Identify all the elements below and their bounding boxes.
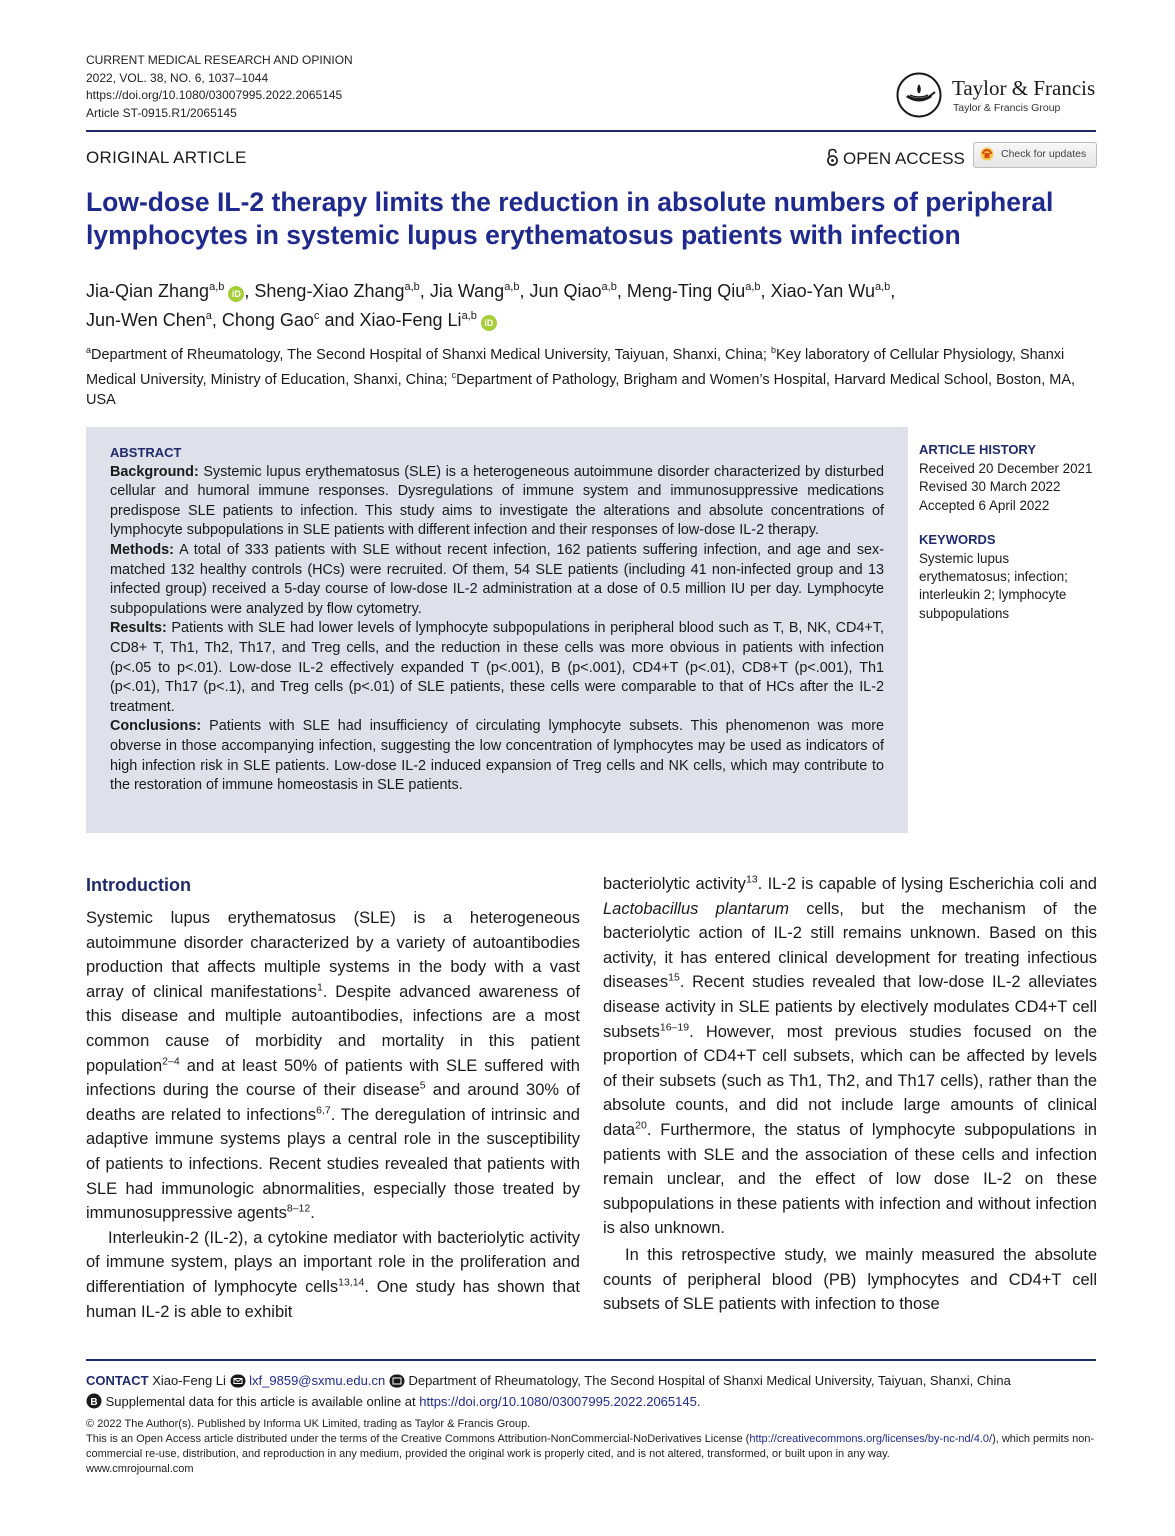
- check-updates-button[interactable]: [973, 142, 1097, 168]
- journal-doi[interactable]: https://doi.org/10.1080/03007995.2022.2065145: [86, 88, 343, 102]
- author-separator: ,: [616, 281, 627, 301]
- orcid-icon[interactable]: iD: [228, 286, 244, 302]
- author-separator: ,: [211, 310, 222, 330]
- citation-ref[interactable]: 5: [419, 1079, 426, 1092]
- citation-ref[interactable]: 15: [668, 971, 680, 984]
- supplemental-line: [86, 1391, 1096, 1412]
- abstract-box: [86, 427, 908, 833]
- author-affiliation: a,b: [404, 281, 420, 293]
- open-lock-icon: [826, 148, 839, 166]
- intro-paragraph: [86, 906, 580, 1226]
- author-affiliation: c: [313, 310, 320, 322]
- author-separator: ,: [419, 281, 430, 301]
- abstract-methods-text: A total of 333 patients with SLE without recent infection, 162 patients suffering infection, and age and sex-matched 132 healthy controls (HCs) were recruited. Of them, 54 SLE patients (including 41 non-infected group and 13 infected group) received a 5-day course of low-dose IL-2 administration at a dose of 0.5 million IU per day. Lymphocyte subpopulations were analyzed by flow cytometry.: [110, 541, 884, 617]
- citation-ref[interactable]: 1: [316, 981, 323, 994]
- check-updates-icon: [980, 147, 994, 161]
- license-block: [86, 1417, 1096, 1477]
- abstract-conclusions-label: Conclusions:: [110, 718, 202, 735]
- contact-line: [86, 1370, 1096, 1391]
- contact-label: CONTACT: [86, 1373, 149, 1388]
- keywords-text: Systemic lupus erythematosus; infection; interleukin 2; lymphocyte subpopulations: [919, 551, 1068, 621]
- license-text-part: This is an Open Access article distributed under the terms of the Creative Commons Attribution-NonCommercial-NoDerivatives License (: [86, 1433, 750, 1445]
- author-name: Sheng-Xiao Zhang: [254, 281, 405, 301]
- paragraph-text: cells, but the mechanism of the bacteriolytic action of IL-2 still remains unknown. Based on this activity, it has entered clinical development for treating infectious diseases: [603, 899, 1097, 992]
- article-sidebar: [919, 441, 1099, 623]
- open-access-badge: [826, 148, 965, 169]
- taylor-francis-lamp-icon: [896, 72, 942, 118]
- journal-name: CURRENT MEDICAL RESEARCH AND OPINION: [86, 53, 353, 67]
- journal-article-id: Article ST-0915.R1/2065145: [86, 105, 237, 120]
- intro-paragraph: [603, 872, 1097, 1241]
- article-type: ORIGINAL ARTICLE: [86, 148, 247, 167]
- citation-ref[interactable]: 13,14: [338, 1276, 365, 1289]
- abstract-results-label: Results:: [110, 620, 167, 637]
- author-affiliation: a,b: [504, 281, 520, 293]
- supplemental-text: Supplemental data for this article is available online at: [102, 1394, 420, 1409]
- author-affiliation: a,b: [874, 281, 891, 293]
- abstract-methods-label: Methods:: [110, 541, 174, 558]
- citation-ref[interactable]: 13: [745, 873, 758, 886]
- citation-ref[interactable]: 20: [635, 1119, 647, 1132]
- paragraph-text: .: [310, 1204, 315, 1223]
- affiliation-mark: b: [771, 345, 777, 355]
- paragraph-text: Lactobacillus plantarum: [603, 899, 790, 918]
- license-text-part: ), which permits non-commercial re-use, distribution, and reproduction in any medium, provided the original work is properly cited, and is not altered, transformed, or built upon in any way.: [86, 1433, 1095, 1460]
- body-column-left: [86, 872, 580, 1324]
- abstract-background-label: Background:: [110, 463, 199, 480]
- publisher-logo[interactable]: [896, 72, 1106, 118]
- paragraph-text: . Recent studies revealed that low-dose IL-2 alleviates disease activity in SLE patients by electively modulates CD4+T cell subsets: [603, 973, 1097, 1041]
- abstract-conclusions-text: Patients with SLE had insufficiency of circulating lymphocyte subsets. This phenomenon was more obverse in those accompanying infection, suggesting the low concentration of lymphocytes may be used as indicators of high infection risk in SLE patients. Low-dose IL-2 induced expansion of Treg cells and NK cells, which may contribute to the restoration of immune homeostasis in SLE patients.: [110, 718, 884, 794]
- open-access-label: OPEN ACCESS: [843, 149, 965, 168]
- affiliation-mark: c: [451, 369, 457, 380]
- paragraph-text: Interleukin-2 (IL-2), a cytokine mediator with bacteriolytic activity of immune system, plays an important role in the proliferation and differentiation of lymphocyte cells: [86, 1228, 580, 1296]
- author-separator: and: [319, 310, 360, 330]
- author-affiliation: a,b: [601, 281, 617, 293]
- abstract-methods: [110, 541, 884, 619]
- intro-paragraph: In this retrospective study, we mainly measured the absolute counts of peripheral blood (PB) lymphocytes and CD4+T cell subsets of SLE patients with infection to those: [603, 1245, 1097, 1314]
- publisher-name: Taylor & Francis: [952, 76, 1096, 100]
- paragraph-text: . The deregulation of intrinsic and adaptive immune systems plays a central role in the susceptibility of patients to infections. Recent studies revealed that patients with SLE had immunologic abnormalities, especially those treated by immunosuppressive agents: [86, 1105, 580, 1223]
- body-column-right: [603, 872, 1097, 1317]
- paragraph-text: and around 30% of deaths are related to infections: [86, 1081, 580, 1124]
- author-affiliation: a,b: [209, 281, 225, 293]
- publisher-group: Taylor & Francis Group: [953, 102, 1061, 114]
- abstract-background: [110, 463, 884, 541]
- affiliation-mark: a: [86, 345, 92, 355]
- author-separator: ,: [890, 281, 896, 301]
- abstract-background-text: Systemic lupus erythematosus (SLE) is a heterogeneous autoimmune disorder characterized by disturbed cellular and humoral immune responses. Dysregulations of immune system and immunosuppressive medications predispose SLE patients to infection. This study aims to investigate the alterations and absolute concentrations of lymphocyte subpopulations in SLE patients with different infection and their responses of low-dose IL-2 therapy.: [110, 463, 884, 539]
- journal-volume: 2022, VOL. 38, NO. 6, 1037–1044: [86, 70, 269, 85]
- history-revised: Revised 30 March 2022: [919, 479, 1061, 495]
- supplemental-end: .: [696, 1394, 701, 1409]
- citation-ref[interactable]: 2–4: [162, 1055, 180, 1068]
- paragraph-text: Systemic lupus erythematosus (SLE) is a heterogeneous autoimmune disorder characterized by a variety of autoantibodies production that affects multiple systems in the body with a vast array of clinical manifestations: [86, 909, 580, 1001]
- keywords-heading: KEYWORDS: [919, 531, 996, 547]
- footer-rule: [86, 1359, 1096, 1361]
- check-updates-label: Check for updates: [1001, 148, 1087, 160]
- svg-text:B: B: [90, 1397, 98, 1408]
- paragraph-text: . IL-2 is capable of lysing Escherichia coli and: [757, 875, 1097, 893]
- license-text: [86, 1432, 1096, 1462]
- article-title: Low-dose IL-2 therapy limits the reduction in absolute numbers of peripheral lymphocytes in systemic lupus erythematosus patients with infection: [86, 187, 1054, 250]
- paragraph-text: . One study has shown that human IL-2 is able to exhibit: [86, 1277, 580, 1321]
- abstract-results-text: Patients with SLE had lower levels of lymphocyte subpopulations in peripheral blood such as T, B, NK, CD4+T, CD8+ T, Th1, Th2, Th17, and Treg cells, and the reduction in these cells was more obvious in patients with infection (p<.05 to p<.01). Low-dose IL-2 effectively expanded T (p<.001), B (p<.001), CD4+T (p<.01), CD8+T (p<.001), Th1 (p<.01), Th17 (p<.1), and Treg cells (p<.01) of SLE patients, these cells were comparable to that of HCs after the IL-2 treatment.: [110, 620, 884, 715]
- journal-website[interactable]: www.cmrojournal.com: [86, 1463, 194, 1475]
- author-affiliation: a: [205, 310, 212, 322]
- supplemental-icon: [86, 1393, 102, 1409]
- license-link[interactable]: http://creativecommons.org/licenses/by-nc-nd/4.0/: [749, 1433, 993, 1445]
- author-name: Xiao-Feng Li: [359, 310, 462, 330]
- contact-address: Department of Rheumatology, The Second Hospital of Shanxi Medical University, Taiyuan, Shanxi, China: [404, 1373, 1011, 1388]
- citation-ref[interactable]: 16–19: [659, 1021, 690, 1034]
- orcid-icon[interactable]: iD: [481, 315, 497, 331]
- citation-ref[interactable]: 6,7: [316, 1104, 331, 1117]
- history-received: Received 20 December 2021: [919, 461, 1093, 477]
- journal-info: [86, 52, 353, 122]
- intro-paragraph: [86, 1226, 580, 1324]
- email-icon: [230, 1374, 246, 1388]
- paragraph-text: . However, most previous studies focused on the proportion of CD4+T cell subsets, which can be affected by levels of their subsets (such as Th1, Th2, and Th17 cells), rather than the absolute counts, and did not include large amounts of clinical data: [603, 1022, 1097, 1139]
- paragraph-text: . Despite advanced awareness of this disease and multiple autoantibodies, infections are a most common cause of morbidity and mortality in this patient population: [86, 982, 580, 1075]
- author-name: Jun Qiao: [529, 281, 602, 301]
- author-separator: ,: [244, 281, 255, 301]
- author-name: Chong Gao: [221, 310, 314, 330]
- paragraph-text: bacteriolytic activity: [603, 875, 746, 893]
- author-name: Jia-Qian Zhang: [86, 281, 210, 301]
- contact-email[interactable]: lxf_9859@sxmu.edu.cn: [249, 1373, 386, 1388]
- author-name: Jia Wang: [429, 281, 505, 301]
- author-separator: ,: [760, 281, 771, 301]
- affiliation-text: Department of Rheumatology, The Second Hospital of Shanxi Medical University, Taiyuan, Shanxi, China;: [91, 346, 771, 363]
- affiliations: [86, 340, 1096, 410]
- contact-name: Xiao-Feng Li: [148, 1373, 230, 1388]
- author-name: Meng-Ting Qiu: [626, 281, 746, 301]
- address-icon: [389, 1374, 405, 1388]
- copyright-line: © 2022 The Author(s). Published by Informa UK Limited, trading as Taylor & Francis Group.: [86, 1418, 531, 1430]
- author-affiliation: a,b: [745, 281, 761, 293]
- article-history-heading: ARTICLE HISTORY: [919, 442, 1037, 457]
- citation-ref[interactable]: 8–12: [286, 1202, 311, 1215]
- abstract-body: [110, 443, 884, 796]
- abstract-heading: ABSTRACT: [110, 445, 182, 460]
- supplemental-link[interactable]: https://doi.org/10.1080/03007995.2022.2065145: [419, 1394, 697, 1409]
- history-accepted: Accepted 6 April 2022: [919, 497, 1050, 513]
- abstract-conclusions: [110, 717, 884, 795]
- author-affiliation: a,b: [461, 310, 477, 322]
- affiliation-text: Key laboratory of Cellular Physiology, Shanxi Medical University, Ministry of Education, Shanxi, China;: [86, 346, 1065, 388]
- paragraph-text: . Furthermore, the status of lymphocyte subpopulations in patients with SLE and the association of these cells and infection remain unclear, and the effect of low dose IL-2 on these subpopulations in these patients with infection and without infection is also unknown.: [603, 1120, 1097, 1238]
- author-list: [86, 275, 1096, 333]
- author-name: Xiao-Yan Wu: [770, 281, 875, 301]
- abstract-results: [110, 619, 884, 717]
- author-name: Jun-Wen Chen: [86, 310, 206, 330]
- header-rule: [86, 130, 1096, 132]
- section-heading-introduction: Introduction: [86, 875, 191, 895]
- author-separator: ,: [519, 281, 530, 301]
- affiliation-text: Department of Pathology, Brigham and Women’s Hospital, Harvard Medical School, Boston, MA, USA: [86, 371, 1076, 408]
- paragraph-text: and at least 50% of patients with SLE suffered with infections during the course of their disease: [86, 1056, 580, 1100]
- contact-block: [86, 1370, 1096, 1412]
